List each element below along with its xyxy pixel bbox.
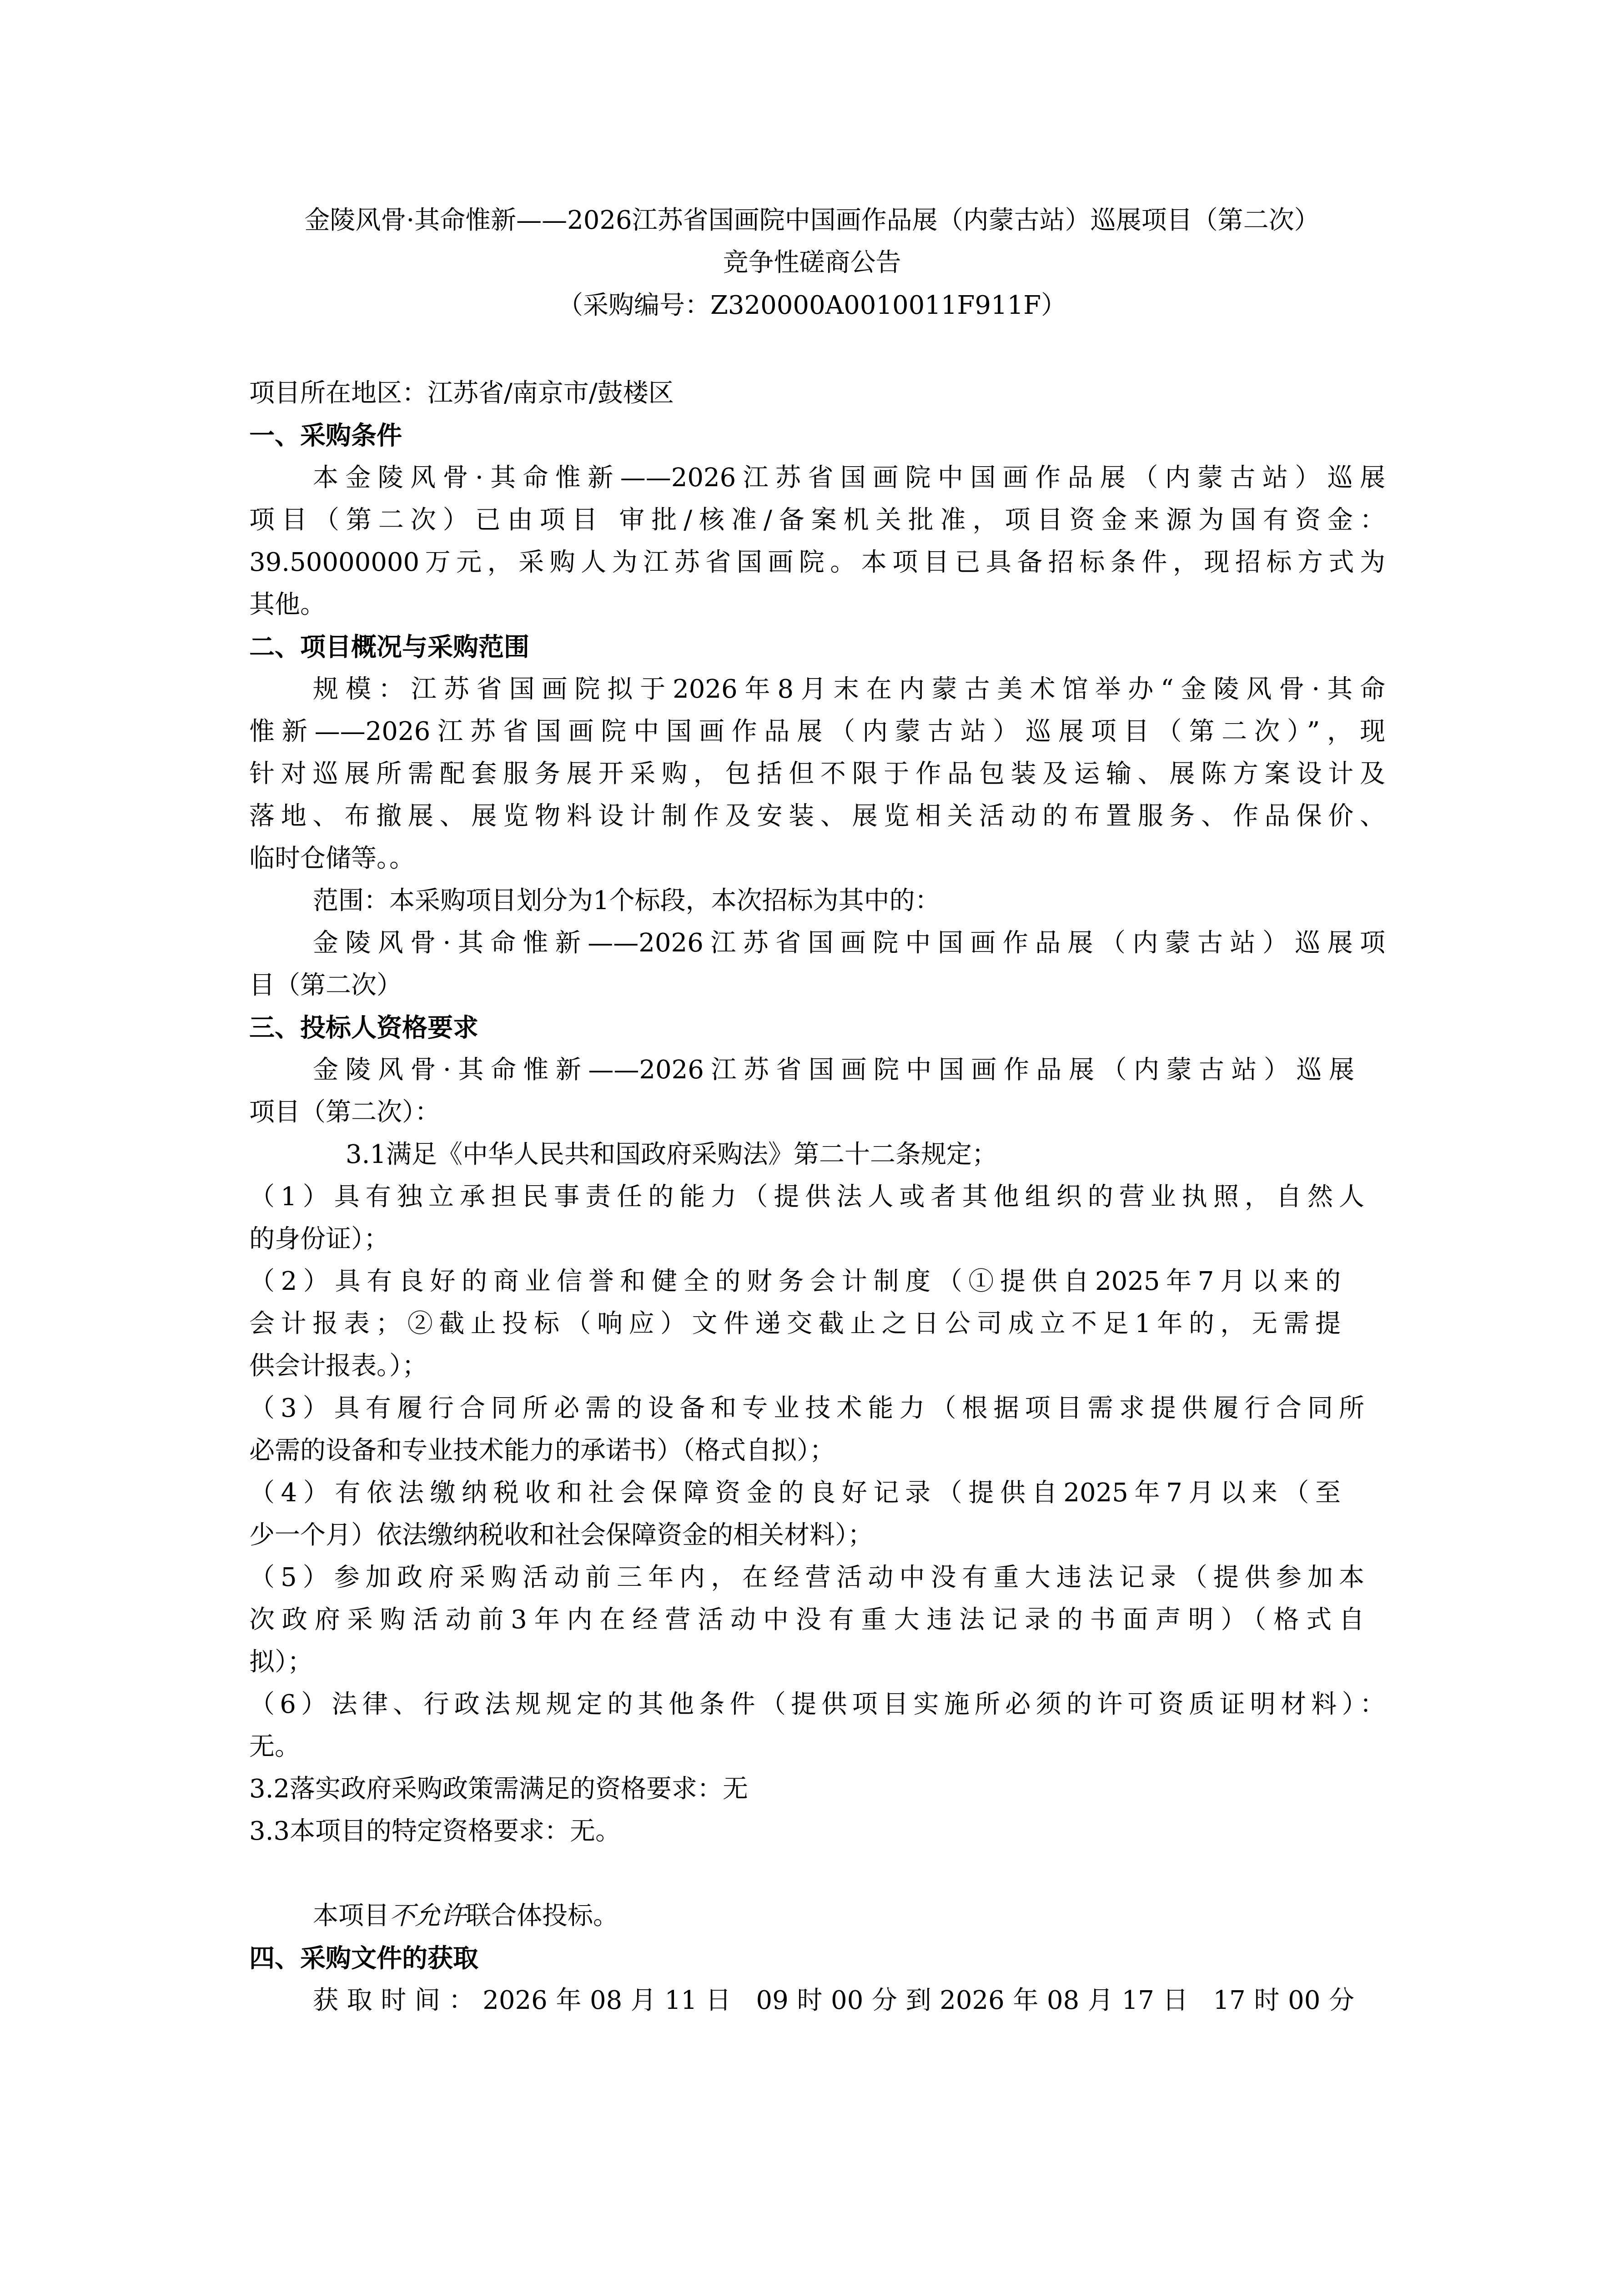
s3-item-3-2: 3.2落实政府采购政策需满足的资格要求：无 [249, 1774, 749, 1804]
s2-line-3: 针对巡展所需配套服务展开采购，包括但不限于作品包装及运输、展陈方案设计及 [249, 759, 1385, 789]
doc-procurement-number: （采购编号：Z320000A0010011F911F） [557, 291, 1067, 320]
s3-req-3b: 必需的设备和专业技术能力的承诺书）（格式自拟）； [249, 1436, 835, 1465]
s3-req-2c: 供会计报表。）； [249, 1351, 427, 1381]
s3-req-2a: （2）具有良好的商业信誉和健全的财务会计制度（①提供自2025年7月以来的 [249, 1267, 1341, 1296]
s2-line-4: 落地、布撤展、展览物料设计制作及安装、展览相关活动的布置服务、作品保价、 [249, 801, 1385, 831]
s4-acquisition-time: 获取时间：2026年08月11日 09时00分到2026年08月17日 17时00分 [313, 1986, 1354, 2015]
s2-line-6: 范围：本采购项目划分为1个标段，本次招标为其中的： [313, 886, 940, 916]
s3-item-3-1: 3.1满足《中华人民共和国政府采购法》第二十二条规定； [346, 1140, 998, 1169]
joint-bid-prefix: 本项目 [313, 1901, 389, 1931]
section-1-heading: 一、采购条件 [249, 421, 402, 451]
s1-line-4: 其他。 [249, 590, 326, 619]
s1-line-2: 项目（第二次）已由项目 审批/核准/备案机关批准，项目资金来源为国有资金： [249, 505, 1385, 535]
s3-req-5c: 拟）； [249, 1647, 313, 1677]
s2-line-5: 临时仓储等。。 [249, 844, 415, 873]
s3-req-2b: 会计报表；②截止投标（响应）文件递交截止之日公司成立不足1年的，无需提 [249, 1309, 1341, 1338]
s3-req-1b: 的身份证）； [249, 1224, 389, 1254]
joint-bid-statement [313, 1898, 1404, 1934]
s3-req-3a: （3）具有履行合同所必需的设备和专业技术能力（根据项目需求提供履行合同所 [249, 1394, 1364, 1423]
s3-item-3-3: 3.3本项目的特定资格要求：无。 [249, 1816, 621, 1846]
s3-req-6b: 无。 [249, 1732, 300, 1761]
s2-line-7: 金陵风骨·其命惟新——2026江苏省国画院中国画作品展（内蒙古站）巡展项 [313, 928, 1385, 958]
s3-line-2: 项目（第二次）： [249, 1097, 440, 1127]
s3-req-5b: 次政府采购活动前3年内在经营活动中没有重大违法记录的书面声明）（格式自 [249, 1605, 1364, 1635]
section-2-heading: 二、项目概况与采购范围 [249, 632, 529, 662]
s3-req-4a: （4）有依法缴纳税收和社会保障资金的良好记录（提供自2025年7月以来（至 [249, 1478, 1341, 1508]
doc-title-line-1: 金陵风骨·其命惟新——2026江苏省国画院中国画作品展（内蒙古站）巡展项目（第二次） [304, 206, 1320, 235]
s3-req-1a: （1）具有独立承担民事责任的能力（提供法人或者其他组织的营业执照，自然人 [249, 1182, 1364, 1212]
s2-line-8: 目（第二次） [249, 971, 402, 1000]
s2-line-1: 规模：江苏省国画院拟于2026年8月末在内蒙古美术馆举办“金陵风骨·其命 [313, 674, 1385, 704]
s3-req-4b: 少一个月）依法缴纳税收和社会保障资金的相关材料）； [249, 1520, 873, 1550]
s3-line-1: 金陵风骨·其命惟新——2026江苏省国画院中国画作品展（内蒙古站）巡展 [313, 1055, 1354, 1085]
doc-title-line-2: 竞争性磋商公告 [723, 248, 901, 277]
s3-req-6a: （6）法律、行政法规规定的其他条件（提供项目实施所必须的许可资质证明材料）： [249, 1690, 1385, 1719]
section-4-heading: 四、采购文件的获取 [249, 1943, 478, 1973]
section-3-heading: 三、投标人资格要求 [249, 1013, 478, 1043]
s2-line-2: 惟新——2026江苏省国画院中国画作品展（内蒙古站）巡展项目（第二次）”，现 [249, 717, 1385, 746]
s1-line-1: 本金陵风骨·其命惟新——2026江苏省国画院中国画作品展（内蒙古站）巡展 [313, 463, 1385, 493]
joint-bid-not-allowed: 不允许 [389, 1901, 466, 1931]
project-location: 项目所在地区：江苏省/南京市/鼓楼区 [249, 378, 674, 408]
s1-line-3: 39.50000000万元，采购人为江苏省国画院。本项目已具备招标条件，现招标方式为 [249, 548, 1385, 577]
s3-req-5a: （5）参加政府采购活动前三年内，在经营活动中没有重大违法记录（提供参加本 [249, 1563, 1364, 1592]
joint-bid-suffix: 联合体投标。 [466, 1901, 618, 1931]
